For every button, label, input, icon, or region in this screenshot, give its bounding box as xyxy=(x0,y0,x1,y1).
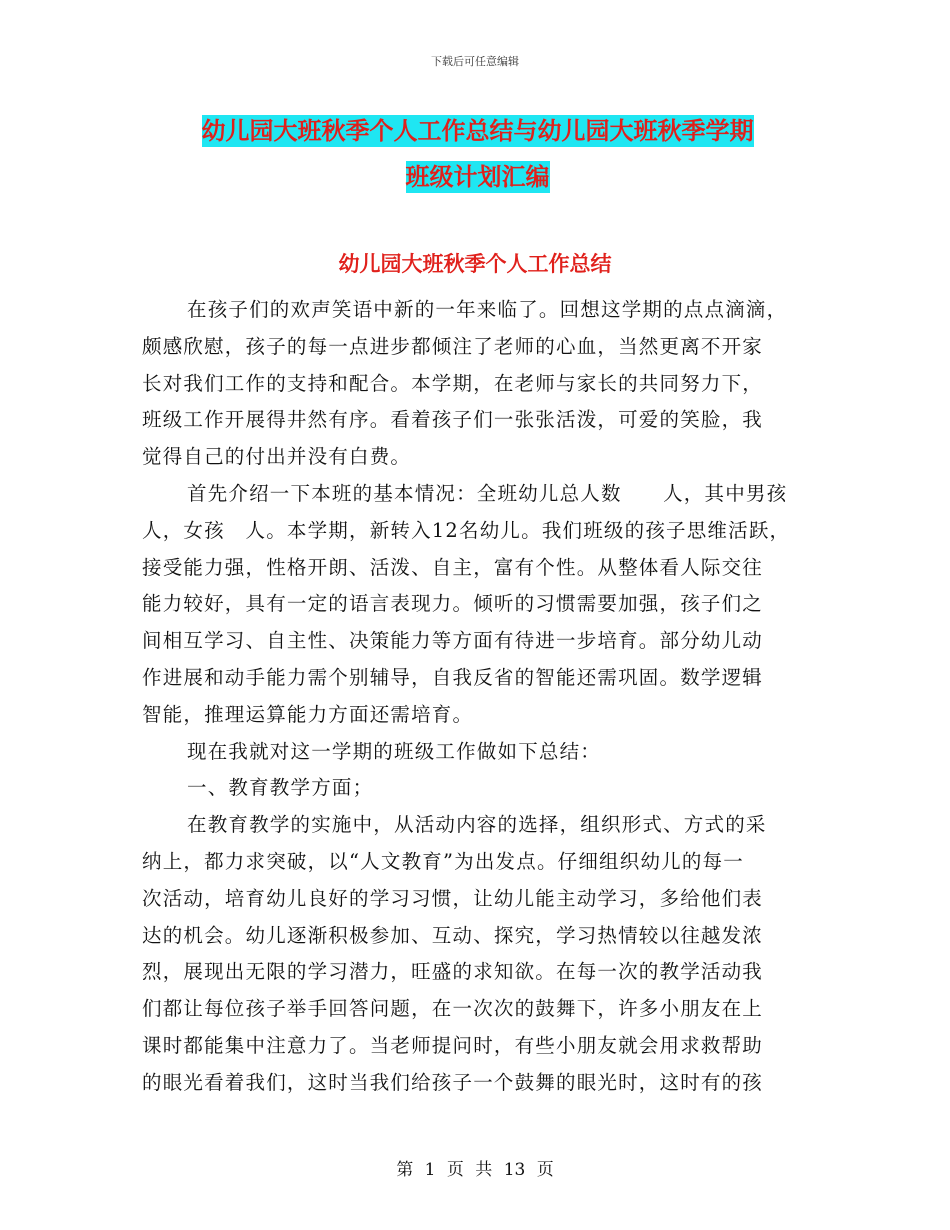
body-line: 觉得自己的付出并没有白费。 xyxy=(142,445,412,469)
section-heading: 幼儿园大班秋季个人工作总结 xyxy=(338,252,612,276)
body-line: 达的机会。幼儿逐渐积极参加、互动、探究，学习热情较以往越发浓 xyxy=(142,923,764,947)
document-title xyxy=(145,108,810,200)
body-line: 人，女孩 人。本学期，新转入12名幼儿。我们班级的孩子思维活跃， xyxy=(142,518,791,542)
body-line: 首先介绍一下本班的基本情况：全班幼儿总人数 人，其中男孩 xyxy=(187,481,788,505)
body-line: 在教育教学的实施中，从活动内容的选择，组织形式、方式的采 xyxy=(187,813,767,837)
body-line: 班级工作开展得井然有序。看着孩子们一张张活泼，可爱的笑脸，我 xyxy=(142,408,764,432)
body-line: 接受能力强，性格开朗、活泼、自主，富有个性。从整体看人际交往 xyxy=(142,555,764,579)
body-line: 颇感欣慰，孩子的每一点进步都倾注了老师的心血，当然更离不开家 xyxy=(142,334,764,358)
page-footer: 第 1 页 共 13 页 xyxy=(396,1160,554,1180)
body-line: 们都让每位孩子举手回答问题，在一次次的鼓舞下，许多小朋友在上 xyxy=(142,997,764,1021)
body-line: 作进展和动手能力需个别辅导，自我反省的智能还需巩固。数学逻辑 xyxy=(142,665,764,689)
body-line: 智能，推理运算能力方面还需培育。 xyxy=(142,702,474,726)
body-line: 长对我们工作的支持和配合。本学期，在老师与家长的共同努力下， xyxy=(142,371,764,395)
body-text xyxy=(142,292,812,1102)
body-line: 纳上，都力求突破，以“人文教育”为出发点。仔细组织幼儿的每一 xyxy=(142,849,744,873)
document-title-line-1: 幼儿园大班秋季个人工作总结与幼儿园大班秋季学期 xyxy=(201,117,754,145)
body-line: 烈，展现出无限的学习潜力，旺盛的求知欲。在每一次的教学活动我 xyxy=(142,960,764,984)
body-line: 间相互学习、自主性、决策能力等方面有待进一步培育。部分幼儿动 xyxy=(142,629,764,653)
body-line: 次活动，培育幼儿良好的学习习惯，让幼儿能主动学习，多给他们表 xyxy=(142,886,764,910)
body-line: 课时都能集中注意力了。当老师提问时，有些小朋友就会用求救帮助 xyxy=(142,1033,764,1057)
body-line: 现在我就对这一学期的班级工作做如下总结： xyxy=(187,739,602,763)
body-line: 能力较好，具有一定的语言表现力。倾听的习惯需要加强，孩子们之 xyxy=(142,592,764,616)
body-line: 一、教育教学方面； xyxy=(187,776,374,800)
body-line: 的眼光看着我们，这时当我们给孩子一个鼓舞的眼光时，这时有的孩 xyxy=(142,1070,764,1094)
page-header-note: 下载后可任意编辑 xyxy=(431,55,519,68)
body-line: 在孩子们的欢声笑语中新的一年来临了。回想这学期的点点滴滴， xyxy=(187,298,788,321)
document-title-line-2: 班级计划汇编 xyxy=(405,163,550,191)
